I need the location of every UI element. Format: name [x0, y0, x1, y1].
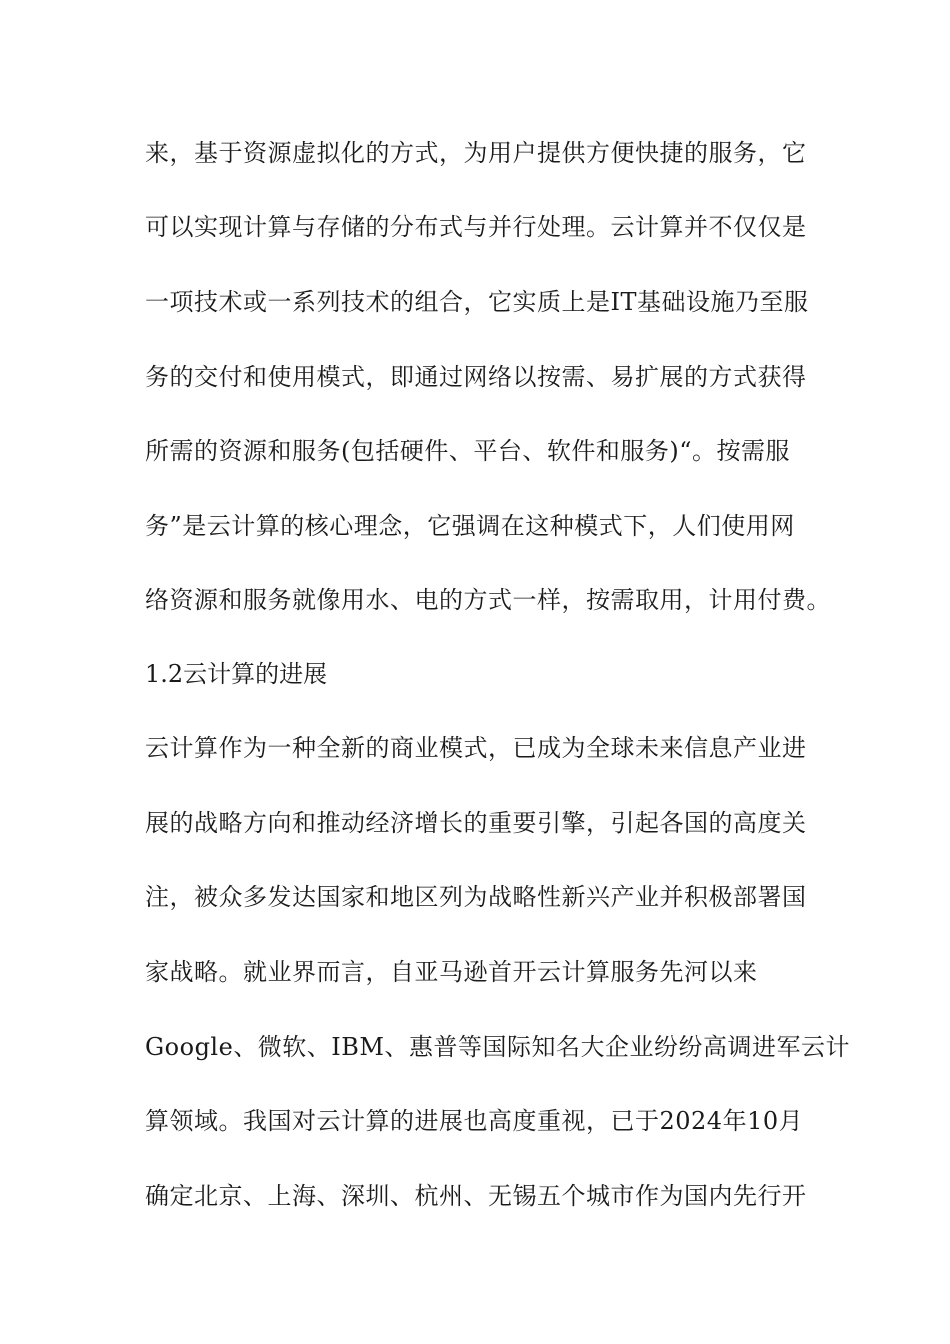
paragraph-1-line-3: 一项技术或一系列技术的组合，它实质上是IT基础设施乃至服	[145, 288, 809, 316]
paragraph-1-line-7: 络资源和服务就像用水、电的方式一样，按需取用，计用付费。	[145, 586, 831, 614]
paragraph-2-line-1: 云计算作为一种全新的商业模式，已成为全球未来信息产业进	[145, 734, 807, 762]
paragraph-2-line-7: 确定北京、上海、深圳、杭州、无锡五个城市作为国内先行开	[145, 1182, 807, 1210]
paragraph-1-line-1: 来，基于资源虚拟化的方式，为用户提供方便快捷的服务，它	[145, 139, 807, 167]
paragraph-1-line-4: 务的交付和使用模式，即通过网络以按需、易扩展的方式获得	[145, 363, 807, 391]
section-heading: 1.2云计算的进展	[145, 660, 328, 688]
paragraph-1-line-5: 所需的资源和服务(包括硬件、平台、软件和服务)“。按需服	[145, 437, 790, 465]
paragraph-2-line-6: 算领域。我国对云计算的进展也高度重视，已于2024年10月	[145, 1107, 804, 1135]
paragraph-1-line-2: 可以实现计算与存储的分布式与并行处理。云计算并不仅仅是	[145, 213, 807, 241]
paragraph-2-line-2: 展的战略方向和推动经济增长的重要引擎，引起各国的高度关	[145, 809, 807, 837]
paragraph-2-line-4: 家战略。就业界而言，自亚马逊首开云计算服务先河以来	[145, 958, 758, 986]
paragraph-2-line-3: 注，被众多发达国家和地区列为战略性新兴产业并积极部署国	[145, 883, 807, 911]
paragraph-2-line-5: Google、微软、IBM、惠普等国际知名大企业纷纷高调进军云计	[145, 1033, 851, 1061]
paragraph-1-line-6: 务”是云计算的核心理念，它强调在这种模式下，人们使用网	[145, 512, 795, 540]
